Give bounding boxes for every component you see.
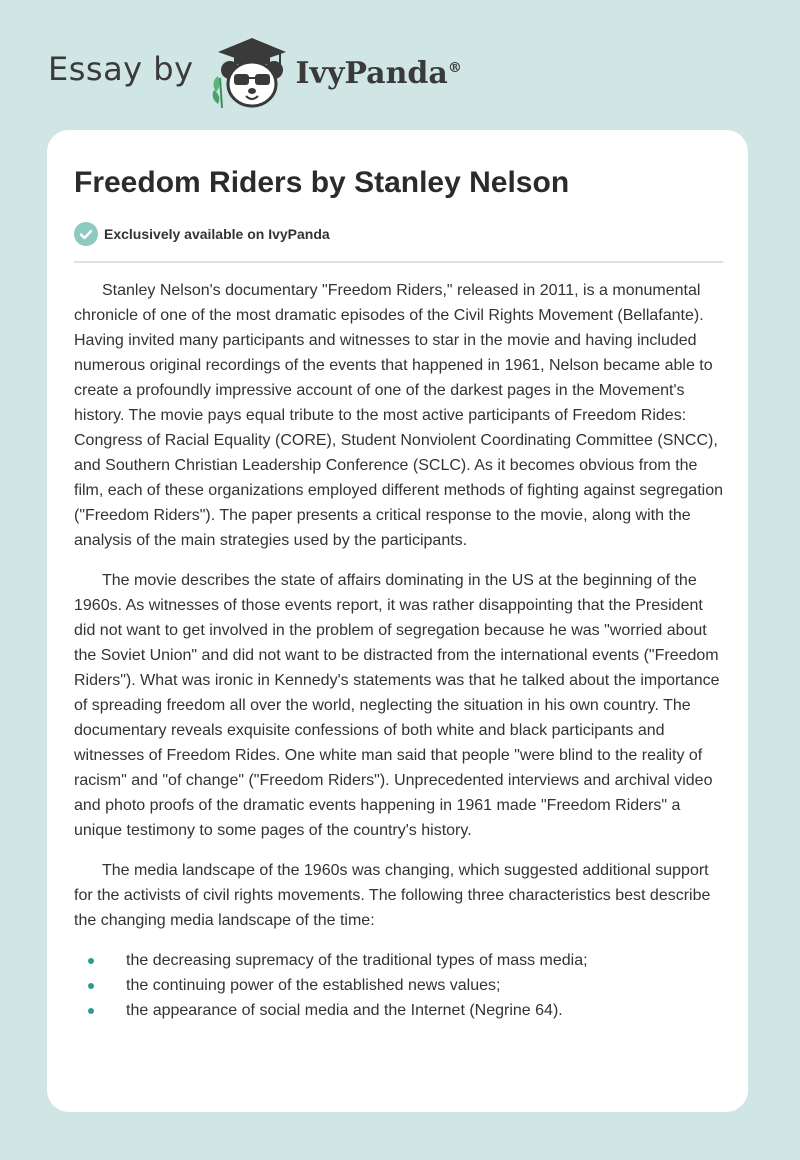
list-item-text: the appearance of social media and the Internet (Negrine 64). [126,1002,563,1019]
check-circle-icon [74,222,98,246]
paragraph: The media landscape of the 1960s was changing, which suggested additional support for the activists of civil rights movements. The following three characteristics best describe the changing media landscape of the time: [74,862,711,929]
bullet-dot [88,958,94,964]
paragraph: Stanley Nelson's documentary "Freedom Riders," released in 2011, is a monumental chronicle of one of the most dramatic episodes of the Civil Rights Movement (Bellafante). Having invited many participants and witnesses to star in the movie and having included numerous original recordings of the events that happened in 1961, Nelson became able to create a profoundly impressive account of one of the darkest pages in the Movement's history. The movie pays equal tribute to the most active participants of Freedom Rides: Congress of Racial Equality (CORE), Student Nonviolent Coordinating Committee (SNCC), and Southern Christian Leadership Conference (SCLC). As it becomes obvious from the film, each of these organizations employed different methods of fighting against segregation ("Freedom Riders"). The paper presents a critical response to the movie, along with the analysis of the main strategies used by the participants. [74,282,723,549]
site-header [48,34,462,110]
characteristics-list [74,948,726,1023]
exclusive-badge-text: Exclusively available on IvyPanda [104,226,330,242]
registered-mark: ® [447,59,462,76]
list-item-text: the continuing power of the established news values; [126,977,501,994]
title-divider [74,261,723,263]
list-item [74,948,726,973]
list-item-text: the decreasing supremacy of the traditional types of mass media; [126,952,588,969]
bullet-dot [88,983,94,989]
essay-by-label: Essay by [48,50,194,88]
exclusive-badge [74,222,330,246]
essay-body [74,278,726,1023]
brand-text: IvyPanda [295,55,448,91]
paragraph: The movie describes the state of affairs dominating in the US at the beginning of the 1960s. As witnesses of those events report, it was rather disappointing that the President did not want to get involved in the problem of segregation because he was "worried about the Soviet Union" and did not want to be distracted from the international events ("Freedom Riders"). What was ironic in Kennedy's statements was that he talked about the importance of spreading freedom all over the world, neglecting the situation in his own country. The documentary reveals exquisite confessions of both white and black participants and witnesses of Freedom Rides. One white man said that people "were blind to the reality of racism" and "of change" ("Freedom Riders"). Unprecedented interviews and archival video and photo proofs of the dramatic events happening in 1961 made "Freedom Riders" a unique testimony to some pages of the country's history. [74,572,720,839]
list-item [74,998,726,1023]
panda-graduate-icon [208,34,292,110]
page-title: Freedom Riders by Stanley Nelson [74,166,570,199]
bullet-dot [88,1008,94,1014]
essay-card [47,130,748,1112]
brand-name [296,56,462,91]
list-item [74,973,726,998]
